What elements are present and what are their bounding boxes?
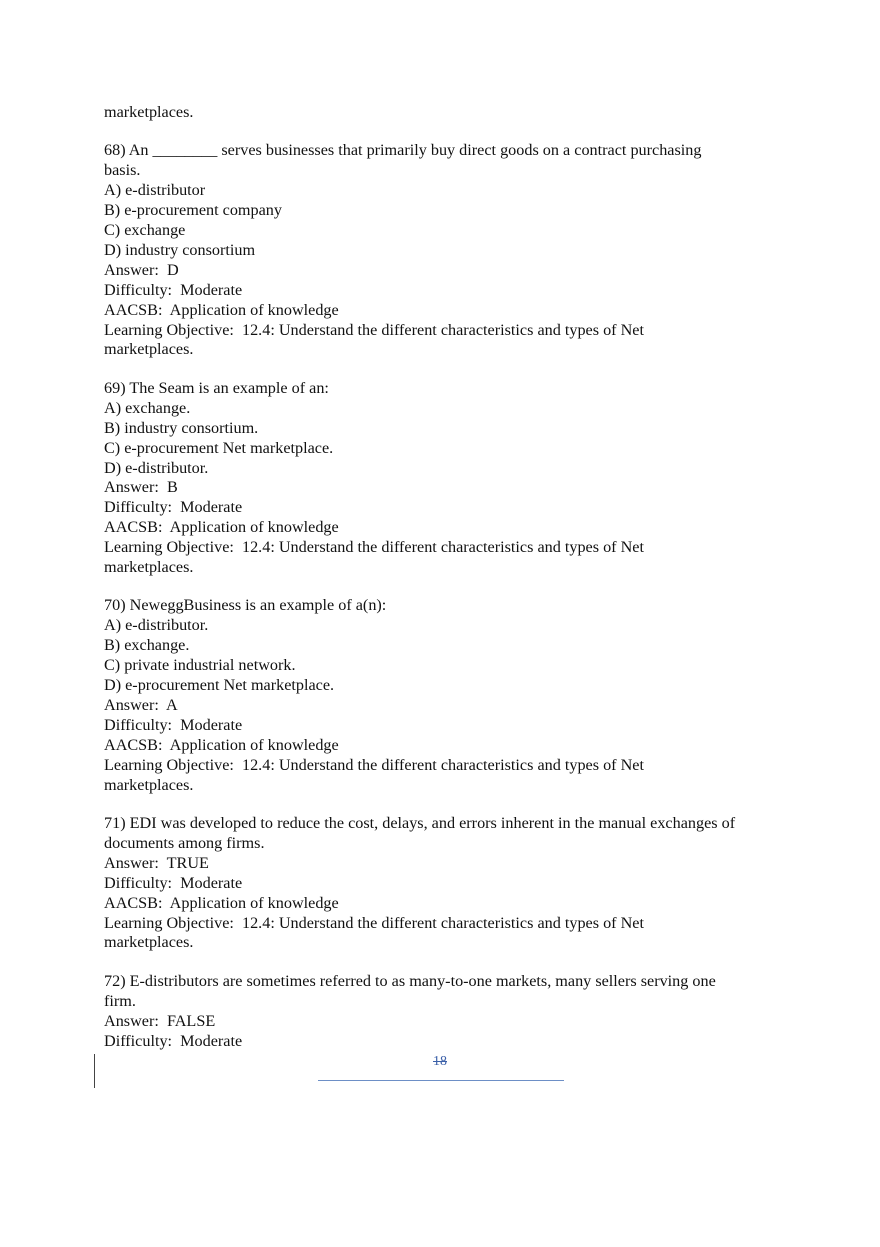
option-a: A) e-distributor xyxy=(104,181,206,200)
block-gap xyxy=(104,123,794,142)
question-stem-continuation: documents among firms. xyxy=(104,833,265,852)
block-gap xyxy=(104,578,794,597)
option-d: D) industry consortium xyxy=(104,240,256,259)
block-gap xyxy=(104,796,794,815)
question-stem: 69) The Seam is an example of an: xyxy=(104,378,329,397)
answer: Answer: FALSE xyxy=(104,1011,216,1030)
option-d: D) e-procurement Net marketplace. xyxy=(104,676,335,695)
page-number: 18 xyxy=(433,1054,447,1069)
aacsb: AACSB: Application of knowledge xyxy=(104,735,339,754)
option-c: C) private industrial network. xyxy=(104,656,296,675)
question-69 xyxy=(104,379,794,578)
question-72 xyxy=(104,972,794,1052)
answer: Answer: B xyxy=(104,478,178,497)
learning-objective: Learning Objective: 12.4: Understand the different characteristics and types of Net xyxy=(104,538,644,557)
learning-objective-continuation: marketplaces. xyxy=(104,558,194,577)
question-68 xyxy=(104,141,794,360)
question-stem-continuation: firm. xyxy=(104,991,136,1010)
question-stem: 71) EDI was developed to reduce the cost, delays, and errors inherent in the manual exchanges of xyxy=(104,814,736,832)
option-b: B) industry consortium. xyxy=(104,418,259,437)
block-gap xyxy=(104,360,794,379)
question-stem: 68) An ________ serves businesses that primarily buy direct goods on a contract purchasing xyxy=(104,141,702,160)
learning-objective: Learning Objective: 12.4: Understand the different characteristics and types of Net xyxy=(104,755,644,774)
aacsb: AACSB: Application of knowledge xyxy=(104,518,339,537)
question-71 xyxy=(104,814,794,953)
option-b: B) exchange. xyxy=(104,636,190,655)
aacsb: AACSB: Application of knowledge xyxy=(104,300,339,319)
page-content xyxy=(104,103,794,1051)
option-a: A) e-distributor. xyxy=(104,616,209,635)
learning-objective: Learning Objective: 12.4: Understand the different characteristics and types of Net xyxy=(104,320,644,339)
option-c: C) e-procurement Net marketplace. xyxy=(104,438,334,457)
answer: Answer: A xyxy=(104,695,178,714)
question-stem: 70) NeweggBusiness is an example of a(n): xyxy=(104,596,387,615)
footer-divider xyxy=(318,1080,564,1081)
question-stem-continuation: basis. xyxy=(104,161,141,180)
option-b: B) e-procurement company xyxy=(104,201,282,220)
top-fragment: marketplaces. xyxy=(104,103,194,121)
option-c: C) exchange xyxy=(104,221,186,240)
learning-objective: Learning Objective: 12.4: Understand the different characteristics and types of Net xyxy=(104,913,644,932)
difficulty: Difficulty: Moderate xyxy=(104,873,243,892)
question-stem: 72) E-distributors are sometimes referred to as many-to-one markets, many sellers serving one xyxy=(104,971,716,990)
learning-objective-continuation: marketplaces. xyxy=(104,340,194,359)
difficulty: Difficulty: Moderate xyxy=(104,498,243,517)
learning-objective-continuation: marketplaces. xyxy=(104,933,194,952)
aacsb: AACSB: Application of knowledge xyxy=(104,893,339,912)
difficulty: Difficulty: Moderate xyxy=(104,1031,243,1050)
difficulty: Difficulty: Moderate xyxy=(104,715,243,734)
difficulty: Difficulty: Moderate xyxy=(104,280,243,299)
answer: Answer: TRUE xyxy=(104,853,209,872)
question-70 xyxy=(104,596,794,795)
learning-objective-continuation: marketplaces. xyxy=(104,775,194,794)
block-gap xyxy=(104,953,794,972)
option-d: D) e-distributor. xyxy=(104,458,209,477)
option-a: A) exchange. xyxy=(104,398,191,417)
answer: Answer: D xyxy=(104,260,179,279)
